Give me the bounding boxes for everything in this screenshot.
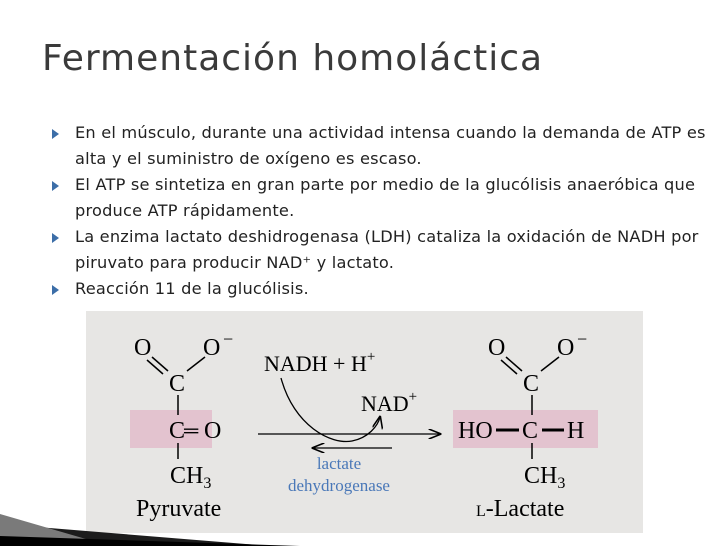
nad-plus: + — [408, 389, 418, 405]
bullet-text: El ATP se sintetiza en gran parte por medio de la glucólisis anaeróbica que produce ATP rápidamente. — [75, 175, 696, 220]
pyruvate-double-bond: ═ — [184, 420, 199, 442]
bullet-arrow-icon — [52, 181, 59, 191]
lactate-ch3 — [524, 463, 565, 492]
enzyme-line1: lactate — [316, 454, 362, 473]
lactate-o-right: O — [557, 335, 575, 361]
lactate-ch: CH — [524, 463, 558, 489]
pyruvate-c-top: C — [169, 371, 186, 397]
lactate-charge: − — [577, 329, 588, 349]
lactate-sub3: 3 — [557, 475, 566, 492]
enzyme-line2: dehydrogenase — [288, 476, 390, 495]
lactate-prefix: L — [476, 503, 486, 520]
bullet-text: La enzima lactato deshidrogenasa (LDH) cataliza la oxidación de NADH por piruvato para producir NAD⁺ y lactato. — [75, 227, 699, 272]
bullet-text: Reacción 11 de la glucólisis. — [75, 279, 309, 298]
bullet-arrow-icon — [52, 285, 59, 295]
bullet-item — [50, 120, 710, 172]
pyruvate-ch: CH — [170, 463, 204, 489]
lactate-ho: HO — [458, 418, 493, 444]
pyruvate-c-mid: C — [169, 418, 186, 444]
pyruvate-o-right: O — [203, 335, 221, 361]
corner-decoration — [0, 506, 300, 546]
bullet-arrow-icon — [52, 129, 59, 139]
lactate-o-left: O — [488, 335, 506, 361]
pyruvate-label: Pyruvate — [136, 496, 222, 522]
lactate-h: H — [567, 418, 585, 444]
lactate-c-top: C — [523, 371, 540, 397]
bullet-text: En el músculo, durante una actividad intensa cuando la demanda de ATP es alta y el suministro de oxígeno es escaso. — [75, 123, 706, 168]
reaction-arrows — [258, 349, 440, 495]
bullet-item — [50, 172, 710, 224]
pyruvate-charge: − — [223, 329, 234, 349]
bullet-item — [50, 224, 710, 276]
pyruvate-structure — [130, 329, 233, 522]
pyruvate-ch3 — [170, 463, 211, 492]
lactate-structure — [453, 329, 598, 522]
bullet-list — [50, 120, 710, 302]
lactate-label — [476, 496, 564, 522]
pyruvate-sub3: 3 — [203, 475, 212, 492]
bullet-item — [50, 276, 710, 302]
lactate-c-mid: C — [522, 418, 539, 444]
nadh-text: NADH + H — [264, 351, 367, 376]
slide-title: Fermentación homoláctica — [42, 38, 544, 79]
nadh-plus: + — [366, 349, 376, 365]
pyruvate-o-left: O — [134, 335, 152, 361]
lactate-name: -Lactate — [485, 496, 565, 522]
nad-label — [361, 389, 417, 416]
pyruvate-o-mid: O — [204, 418, 222, 444]
nad-text: NAD — [361, 391, 409, 416]
bullet-arrow-icon — [52, 233, 59, 243]
nadh-label — [264, 349, 375, 376]
reaction-figure — [86, 311, 643, 533]
